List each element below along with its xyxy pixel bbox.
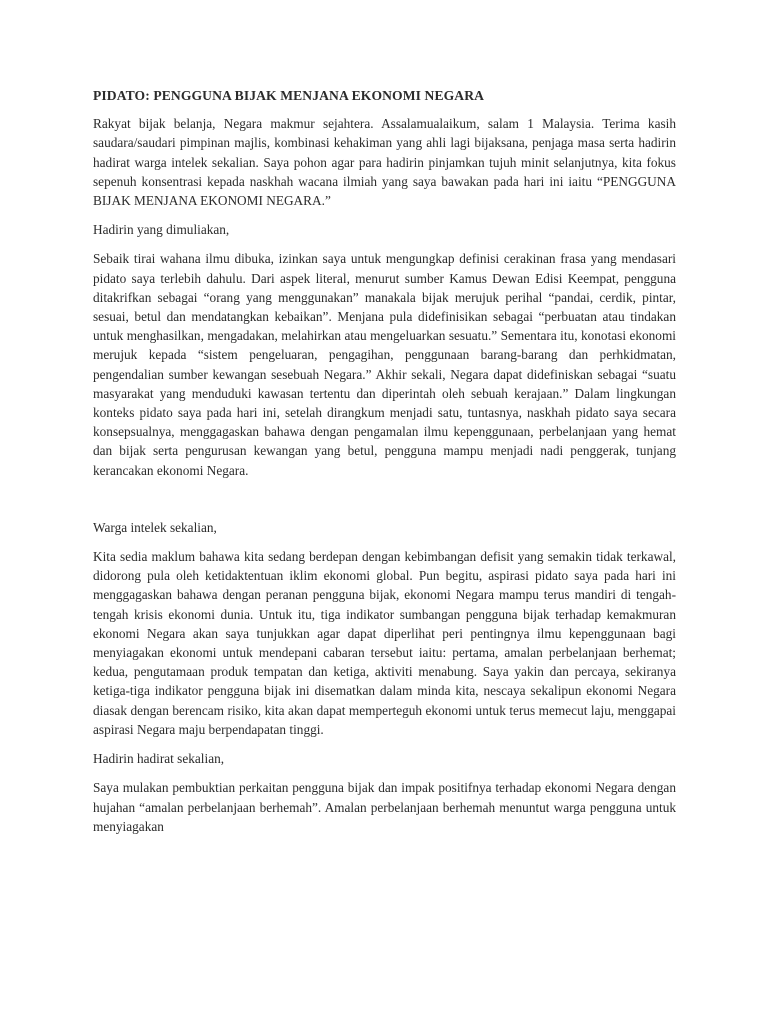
intro-paragraph: Rakyat bijak belanja, Negara makmur sejahtera. Assalamualaikum, salam 1 Malaysia. Terima kasih saudara/saudari pimpinan majlis, kombinasi kehakiman yang ahli lagi bijaksana, penjaga masa serta hadirin hadirat warga intelek sekalian. Saya pohon agar para hadirin pinjamkan tujuh minit selanjutnya, kita fokus sepenuh konsentrasi kepada naskhah wacana ilmiah yang saya bawakan pada hari ini iaitu “PENGGUNA BIJAK MENJANA EKONOMI NEGARA.”: [93, 116, 676, 209]
document-page: [93, 86, 676, 846]
indicators-paragraph: Kita sedia maklum bahawa kita sedang berdepan dengan kebimbangan defisit yang semakin tidak terkawal, didorong pula oleh ketidaktentuan iklim ekonomi global. Pun begitu, aspirasi pidato saya pada hari ini menggagaskan bahawa dengan peranan pengguna bijak, ekonomi Negara mampu terus mandiri di tengah-tengah krisis ekonomi dunia. Untuk itu, tiga indikator sumbangan pengguna bijak terhadap kemakmuran ekonomi Negara akan saya tunjukkan agar dapat diperlihat peri pentingnya ilmu kepenggunaan bagi menyiagakan ekonomi untuk mendepani cabaran tersebut iaitu: pertama, amalan perbelanjaan berhemat; kedua, pengutamaan produk tempatan dan ketiga, aktiviti menabung. Saya yakin dan percaya, sekiranya ketiga-tiga indikator pengguna bijak ini disematkan dalam minda kita, nescaya sekalipun ekonomi Negara diasak dengan berencam risiko, kita akan dapat memperteguh ekonomi untuk terus memecut laju, menggapai aspirasi Negara maju berpendapatan tinggi.: [93, 549, 676, 737]
salutation-warga-intelek: Warga intelek sekalian,: [93, 519, 217, 535]
salutation-hadirin-hadirat: Hadirin hadirat sekalian,: [93, 751, 225, 767]
salutation-hadirin-dimuliakan: Hadirin yang dimuliakan,: [93, 222, 230, 238]
paragraph-spacer: [93, 490, 676, 518]
document-title: PIDATO: PENGGUNA BIJAK MENJANA EKONOMI NEGARA: [93, 88, 485, 103]
definition-paragraph: Sebaik tirai wahana ilmu dibuka, izinkan saya untuk mengungkap definisi cerakinan frasa yang mendasari pidato saya terlebih dahulu. Dari aspek literal, menurut sumber Kamus Dewan Edisi Keempat, pengguna ditakrifkan sebagai “orang yang menggunakan” manakala bijak merujuk perihal “pandai, cerdik, pintar, sesuai, betul dan mendatangkan kebaikan”. Menjana pula didefinisikan sebagai “perbuatan atau tindakan untuk menghasilkan, mengadakan, melahirkan atau mengeluarkan sesuatu.” Sementara itu, konotasi ekonomi merujuk kepada “sistem pengeluaran, pengagihan, penggunaan barang-barang dan perhkidmatan, pengendalian sumber kewangan sesebuah Negara.” Akhir sekali, Negara dapat didefiniskan sebagai “suatu masyarakat yang menduduki kawasan tertentu dan diperintah oleh sebuah kerajaan.” Dalam lingkungan konteks pidato saya pada hari ini, setelah dirangkum menjadi satu, tuntasnya, naskhah pidato saya secara konsepsualnya, menggagaskan bahawa dengan pengamalan ilmu kepenggunaan, perbelanjaan yang hemat dan bijak serta pengurusan kewangan yang betul, pengguna mampu menjadi nadi penggerak, tunjang kerancakan ekonomi Negara.: [93, 251, 676, 478]
spending-paragraph: Saya mulakan pembuktian perkaitan pengguna bijak dan impak positifnya terhadap ekonomi Negara dengan hujahan “amalan perbelanjaan berhemah”. Amalan perbelanjaan berhemah menuntut warga pengguna untuk menyiagakan: [93, 780, 676, 834]
